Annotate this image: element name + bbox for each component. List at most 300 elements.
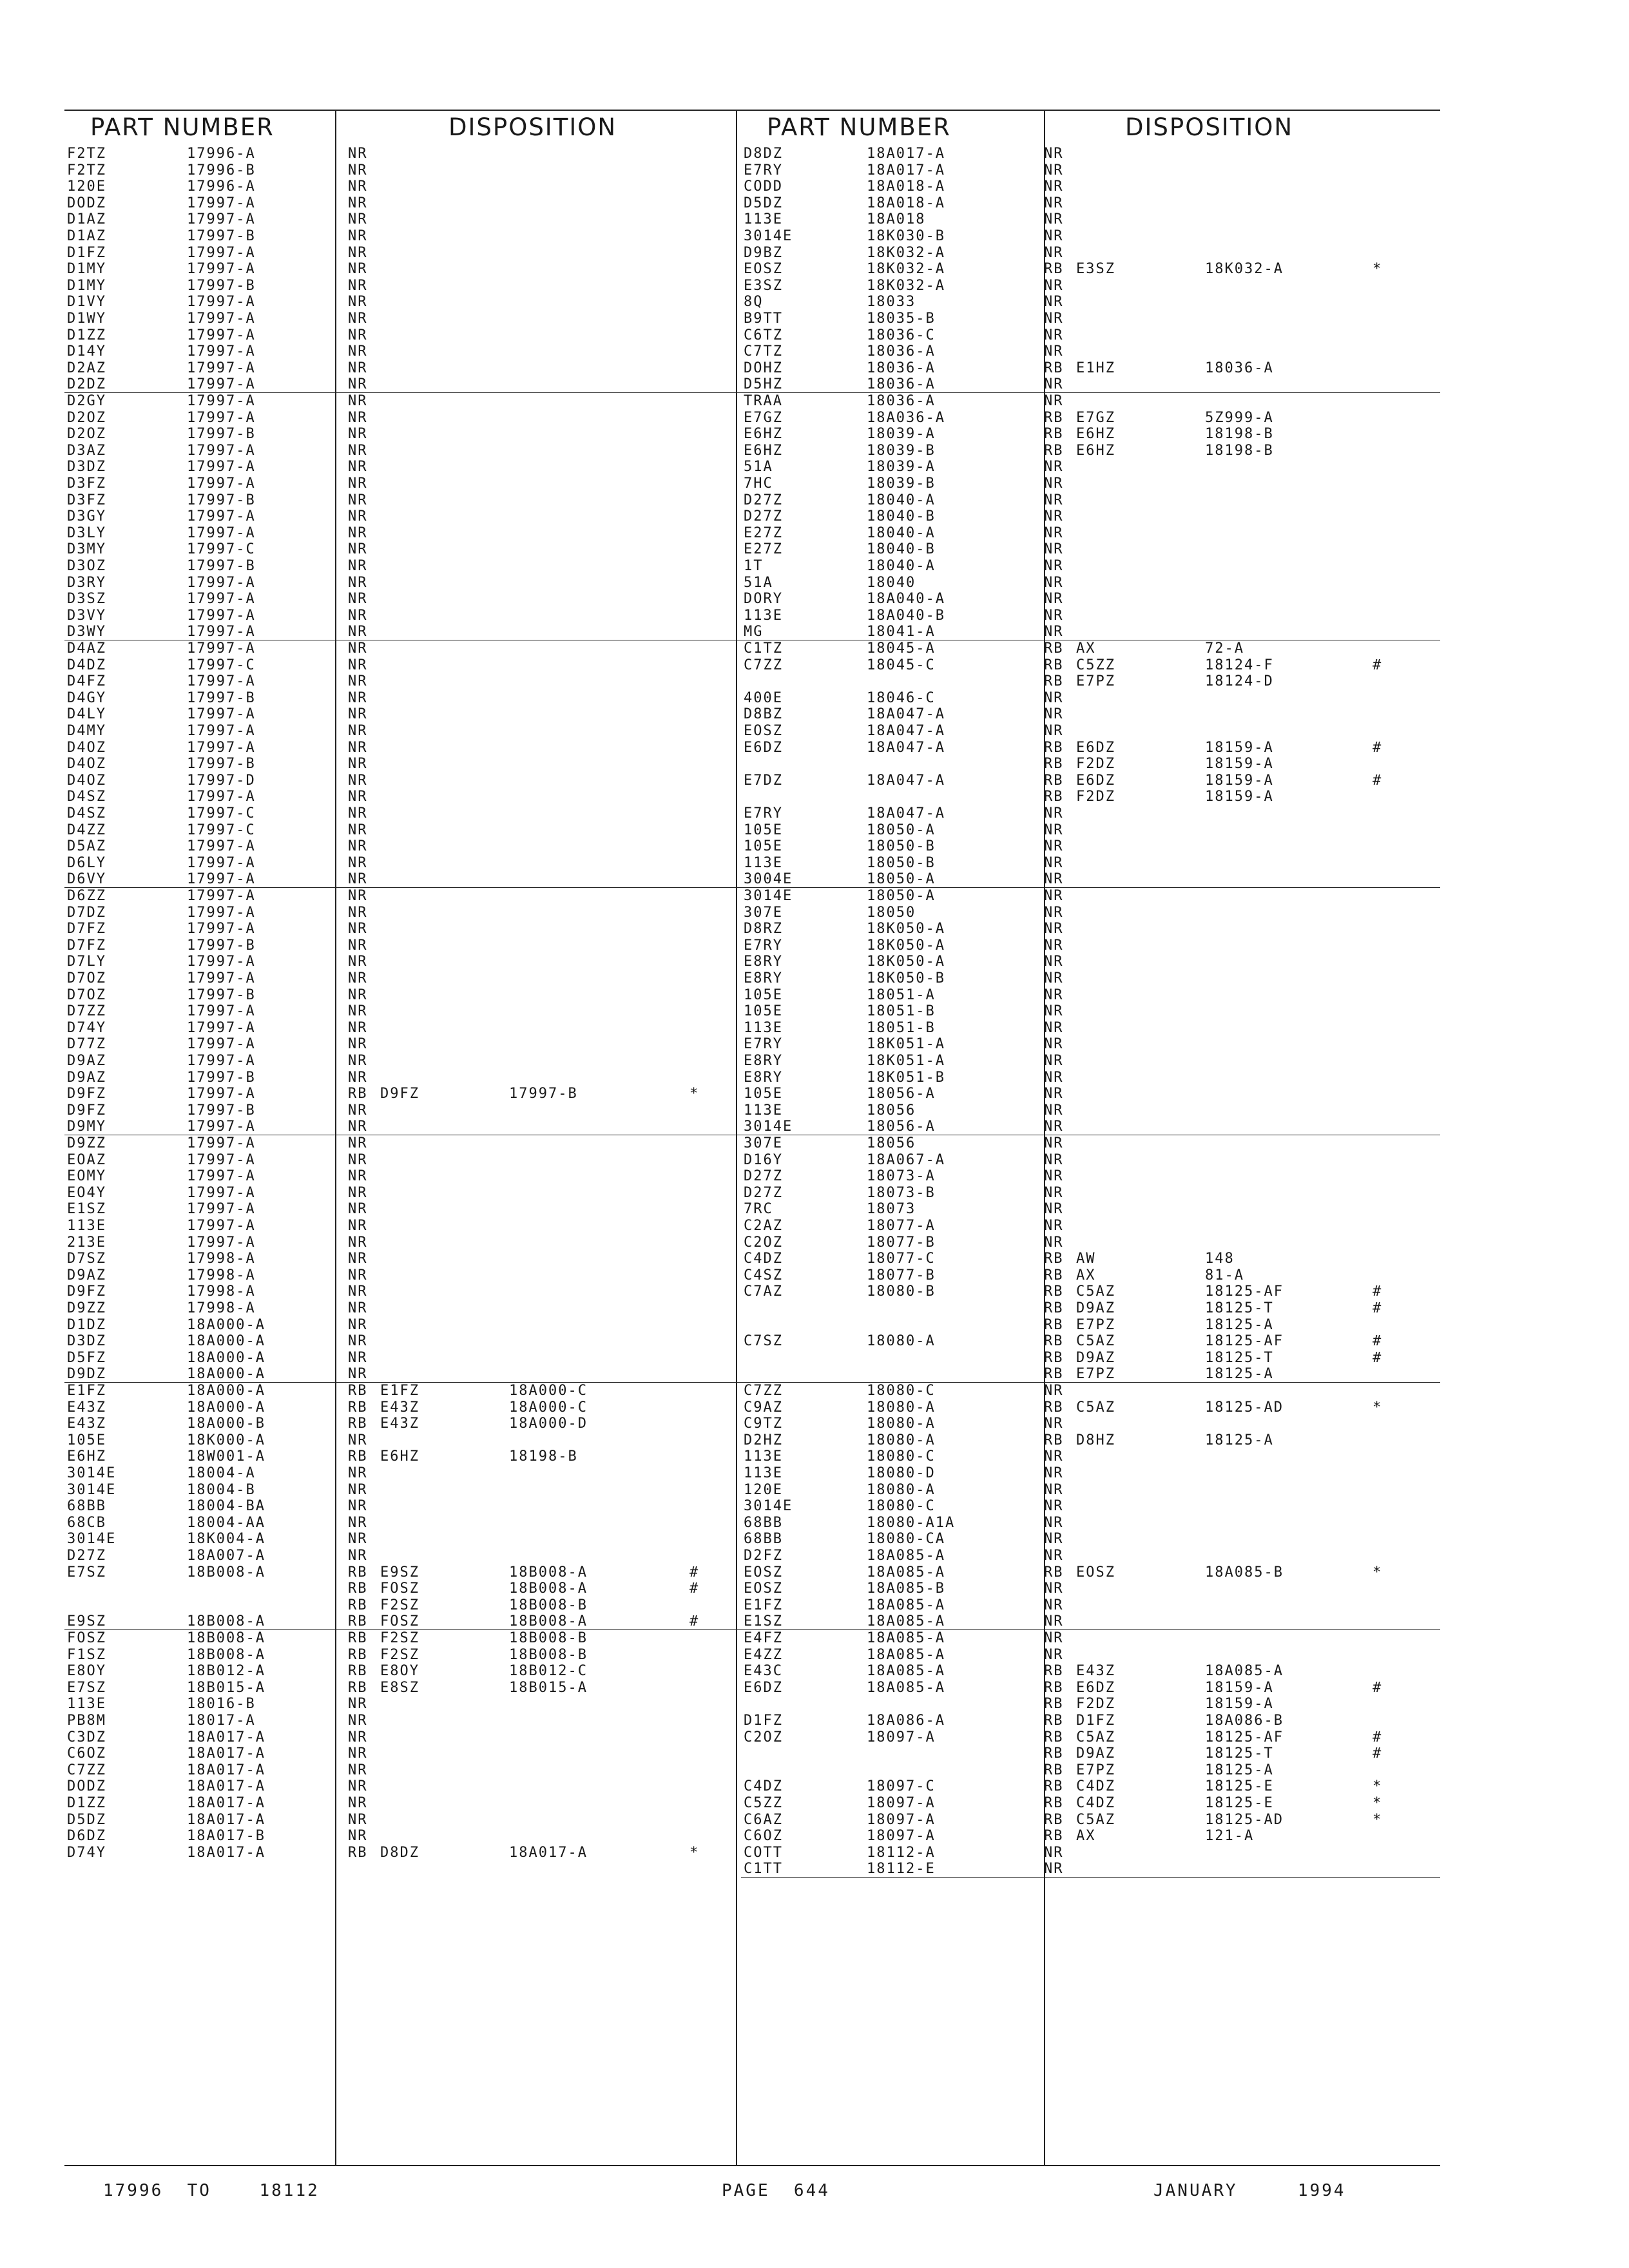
disposition-code: NR [348,1316,368,1333]
part-prefix: D3FZ [67,476,106,492]
disposition-code: RB [1044,1729,1064,1745]
disposition-code: NR [348,1201,368,1218]
part-prefix: D7OZ [67,970,106,986]
table-row [741,327,1440,343]
table-row [64,673,764,689]
replacement-base: 18B008-A [509,1564,588,1581]
disposition-code: NR [348,1119,368,1135]
disposition-code: NR [348,888,368,904]
table-row [64,245,764,261]
table-row [64,937,764,954]
disposition-code: NR [1044,1168,1064,1185]
disposition-code: NR [348,343,368,360]
part-base: 17997-B [187,756,256,773]
disposition-code: NR [1044,211,1064,228]
replacement-base: 121-A [1205,1828,1255,1845]
replacement-base: 18159-A [1205,789,1274,805]
part-prefix: PB8M [67,1713,106,1729]
table-row [64,1745,764,1762]
part-prefix: D9AZ [67,1267,106,1283]
note-mark: # [1373,1333,1383,1350]
part-base: 18B008-A [187,1613,265,1630]
part-prefix: E1SZ [67,1201,106,1218]
part-base: 17997-A [187,294,256,311]
disposition-code: NR [348,1481,368,1498]
disposition-code: NR [1044,146,1064,162]
replacement-base: 18B012-C [509,1663,588,1680]
part-prefix: D7FZ [67,937,106,954]
part-base: 17997-A [187,343,256,360]
part-base: 18040-A [867,524,936,541]
part-prefix: C2AZ [744,1218,783,1234]
note-mark: # [689,1613,700,1630]
table-row [64,327,764,343]
table-row [64,1729,764,1745]
part-base: 18A000-A [187,1349,265,1366]
note-mark: # [1373,1729,1383,1745]
replacement-base: 18B008-A [509,1613,588,1630]
disposition-header: DISPOSITION [448,113,617,141]
table-row [741,1845,1440,1861]
table-row [64,1663,764,1679]
part-base: 18A047-A [867,739,945,756]
disposition-code: NR [1044,904,1064,921]
table-row [741,1828,1440,1844]
replacement-base: 18159-A [1205,772,1274,789]
table-row [64,228,764,244]
table-row [741,1416,1440,1432]
table-row [64,1465,764,1481]
table-row [741,178,1440,195]
part-base: 18040-A [867,492,936,508]
part-base: 18080-A [867,1399,936,1416]
replacement-prefix: AW [1076,1251,1096,1267]
part-prefix: D16Y [744,1151,783,1168]
table-row [741,1531,1440,1547]
part-prefix: D9MY [67,1119,106,1135]
part-prefix: F2TZ [67,162,106,178]
disposition-code: NR [348,1366,368,1383]
part-base: 17997-A [187,789,256,805]
note-mark: # [689,1581,700,1597]
part-prefix: 3004E [744,871,793,888]
table-row [64,1581,764,1597]
part-prefix: 113E [744,1448,783,1465]
disposition-code: NR [348,1184,368,1201]
table-row [64,1383,764,1399]
part-base: 18051-B [867,1019,936,1036]
table-row [741,1283,1440,1300]
replacement-base: 18B015-A [509,1679,588,1696]
part-prefix: D74Y [67,1019,106,1036]
part-base: 17997-A [187,1036,256,1053]
disposition-code: RB [1044,1349,1064,1366]
disposition-code: RB [1044,409,1064,426]
table-row [741,558,1440,574]
table-row [741,1515,1440,1531]
table-row [741,1795,1440,1811]
table-row [741,640,1440,657]
disposition-code: NR [1044,476,1064,492]
disposition-code: RB [1044,1564,1064,1581]
part-base: 18A085-A [867,1646,945,1663]
part-base: 18A017-A [187,1762,265,1778]
disposition-code: NR [1044,1597,1064,1613]
replacement-prefix: C5AZ [1076,1333,1115,1350]
disposition-code: NR [348,1151,368,1168]
part-prefix: F2TZ [67,146,106,162]
part-prefix: E9SZ [67,1613,106,1630]
disposition-code: NR [1044,376,1064,393]
part-base: 17997-A [187,854,256,871]
table-row [741,575,1440,591]
part-prefix: D1DZ [67,1316,106,1333]
part-base: 18004-AA [187,1514,265,1531]
replacement-base: 18A085-A [1205,1663,1284,1680]
part-base: 17997-A [187,261,256,278]
part-prefix: 51A [744,459,773,476]
disposition-code: NR [1044,524,1064,541]
part-base: 18050-B [867,838,936,855]
part-base: 18K051-A [867,1053,945,1069]
part-prefix: E1FZ [67,1383,106,1399]
part-prefix: C2OZ [744,1729,783,1745]
table-row [64,723,764,739]
part-base: 17997-A [187,739,256,756]
part-base: 18A085-A [867,1564,945,1581]
disposition-code: RB [348,1581,368,1597]
replacement-prefix: C5AZ [1076,1729,1115,1745]
table-row [64,1713,764,1729]
note-mark: # [1373,772,1383,789]
part-base: 18041-A [867,624,936,640]
table-row [741,443,1440,459]
part-prefix: D5DZ [744,195,783,211]
disposition-code: NR [348,1745,368,1762]
part-base: 17997-A [187,459,256,476]
replacement-base: 18125-A [1205,1432,1274,1448]
table-row [64,1778,764,1794]
table-row [64,1531,764,1547]
table-row [64,211,764,227]
disposition-code: RB [1044,657,1064,673]
replacement-base: 18125-E [1205,1778,1274,1795]
disposition-code: NR [1044,277,1064,294]
part-prefix: E7RY [744,1036,783,1053]
table-row [64,1597,764,1613]
part-base: 17998-A [187,1267,256,1283]
table-row [64,1102,764,1119]
part-prefix: C6OZ [744,1828,783,1845]
part-prefix: D3MY [67,541,106,558]
part-prefix: 68BB [744,1514,783,1531]
table-row [64,393,764,409]
note-mark: * [1373,1399,1383,1416]
part-base: 17997-A [187,607,256,624]
table-row [741,525,1440,541]
part-base: 18017-A [187,1713,256,1729]
disposition-code: RB [1044,673,1064,690]
part-prefix: D1AZ [67,211,106,228]
replacement-base: 18125-AF [1205,1283,1284,1300]
part-base: 17996-A [187,146,256,162]
part-base: 18040 [867,574,916,591]
table-row [64,1812,764,1828]
table-row [741,1003,1440,1019]
disposition-code: RB [1044,1795,1064,1811]
note-mark: # [1373,1283,1383,1300]
part-prefix: B9TT [744,311,783,327]
disposition-code: RB [1044,360,1064,376]
part-prefix: D3OZ [67,558,106,574]
table-row [64,1003,764,1019]
disposition-code: NR [1044,723,1064,739]
table-row [64,1119,764,1135]
part-prefix: C9TZ [744,1416,783,1432]
part-prefix: D9AZ [67,1069,106,1086]
part-prefix: D27Z [744,492,783,508]
part-prefix: D4LY [67,706,106,723]
disposition-code: NR [1044,1184,1064,1201]
part-prefix: E4FZ [744,1630,783,1646]
part-base: 17997-C [187,541,256,558]
disposition-code: NR [348,1102,368,1119]
table-row [741,1399,1440,1416]
table-row [64,805,764,822]
part-prefix: E1SZ [744,1613,783,1630]
part-prefix: D14Y [67,343,106,360]
disposition-code: NR [348,838,368,855]
part-prefix: D4SZ [67,789,106,805]
disposition-code: RB [1044,1679,1064,1696]
note-mark: * [1373,1564,1383,1581]
replacement-prefix: D9AZ [1076,1745,1115,1762]
table-row [64,443,764,459]
table-row [64,1036,764,1052]
disposition-code: NR [1044,1514,1064,1531]
part-base: 18051-A [867,986,936,1003]
part-base: 18A085-A [867,1548,945,1564]
part-prefix: EOSZ [744,1581,783,1597]
part-base: 18A047-A [867,805,945,822]
disposition-code: NR [348,1053,368,1069]
part-prefix: D9FZ [67,1283,106,1300]
part-base: 18A000-A [187,1383,265,1399]
table-row [741,970,1440,986]
part-prefix: E27Z [744,524,783,541]
part-base: 17997-B [187,1102,256,1119]
disposition-code: NR [348,1729,368,1745]
part-base: 17997-B [187,1069,256,1086]
disposition-code: NR [348,673,368,690]
part-base: 18K050-A [867,937,945,954]
part-prefix: D2OZ [67,426,106,443]
table-row [741,245,1440,261]
disposition-code: NR [348,772,368,789]
table-row [741,1861,1440,1878]
table-row [741,624,1440,640]
table-row [64,608,764,624]
disposition-code: NR [1044,970,1064,986]
replacement-prefix: C5AZ [1076,1283,1115,1300]
disposition-code: NR [348,261,368,278]
disposition-code: NR [348,689,368,706]
table-row [741,937,1440,954]
disposition-code: NR [348,146,368,162]
disposition-code: NR [1044,1548,1064,1564]
part-prefix: D2GY [67,393,106,409]
disposition-code: NR [348,409,368,426]
disposition-code: NR [348,805,368,822]
disposition-code: RB [348,1663,368,1680]
table-row [741,1597,1440,1613]
replacement-prefix: F2DZ [1076,756,1115,773]
part-prefix: E3SZ [744,277,783,294]
disposition-code: NR [348,904,368,921]
part-prefix: D1MY [67,261,106,278]
replacement-base: 18198-B [509,1448,578,1465]
part-prefix: E7SZ [67,1564,106,1581]
disposition-code: NR [348,1019,368,1036]
part-prefix: E8OY [67,1663,106,1680]
disposition-code: RB [348,1679,368,1696]
disposition-code: NR [1044,1498,1064,1515]
part-base: 18A018 [867,211,926,228]
disposition-code: NR [1044,195,1064,211]
part-prefix: D74Y [67,1844,106,1861]
table-row [741,1333,1440,1349]
replacement-base: 18A085-B [1205,1564,1284,1581]
disposition-code: NR [1044,1119,1064,1135]
replacement-prefix: E6HZ [1076,442,1115,459]
replacement-base: 18A086-B [1205,1713,1284,1729]
disposition-code: NR [348,574,368,591]
disposition-code: NR [1044,838,1064,855]
part-prefix: 105E [744,822,783,838]
table-row [741,987,1440,1003]
part-base: 18K030-B [867,228,945,244]
disposition-code: NR [1044,937,1064,954]
part-prefix: 7HC [744,476,773,492]
disposition-code: NR [348,376,368,393]
table-row [64,541,764,557]
part-prefix: 113E [744,1465,783,1481]
disposition-code: RB [348,1613,368,1630]
table-row [741,410,1440,426]
replacement-prefix: E6DZ [1076,772,1115,789]
table-row [64,426,764,442]
part-base: 17997-A [187,970,256,986]
part-prefix: C4SZ [744,1267,783,1283]
part-prefix: D7ZZ [67,1003,106,1020]
table-row [741,1251,1440,1267]
table-row [64,1168,764,1184]
table-row [64,905,764,921]
disposition-code: NR [348,178,368,195]
note-mark: # [1373,1349,1383,1366]
disposition-code: RB [1044,756,1064,773]
disposition-code: NR [1044,591,1064,608]
part-prefix: EOSZ [744,723,783,739]
disposition-code: NR [1044,1861,1064,1878]
disposition-code: RB [348,1416,368,1432]
replacement-base: 18124-D [1205,673,1274,690]
part-base: 17997-A [187,624,256,640]
table-row [741,855,1440,871]
part-base: 18112-E [867,1861,936,1878]
part-base: 18B008-A [187,1564,265,1581]
table-row [741,261,1440,277]
table-row [64,360,764,376]
bottom-rule [741,2165,1440,2166]
part-base: 17997-C [187,657,256,673]
part-prefix: E8RY [744,954,783,970]
part-base: 17997-B [187,986,256,1003]
part-prefix: D1AZ [67,228,106,244]
part-base: 18077-B [867,1267,936,1283]
disposition-code: NR [348,591,368,608]
disposition-code: NR [1044,1581,1064,1597]
part-prefix: C2OZ [744,1234,783,1251]
disposition-code: NR [1044,1531,1064,1548]
part-base: 18077-B [867,1234,936,1251]
part-base: 17997-B [187,426,256,443]
part-prefix: 3014E [67,1465,117,1481]
replacement-base: 18B008-A [509,1581,588,1597]
disposition-code: NR [1044,689,1064,706]
part-prefix: E27Z [744,541,783,558]
replacement-base: 81-A [1205,1267,1244,1283]
part-base: 17997-A [187,1234,256,1251]
part-prefix: D3RY [67,574,106,591]
part-prefix: 307E [744,904,783,921]
part-prefix: E6HZ [744,442,783,459]
replacement-prefix: AX [1076,640,1096,657]
part-prefix: C4DZ [744,1778,783,1795]
part-prefix: D2DZ [67,376,106,393]
disposition-code: NR [1044,607,1064,624]
table-row [741,690,1440,706]
note-mark: * [1373,1778,1383,1795]
table-row [64,376,764,393]
disposition-code: RB [1044,1316,1064,1333]
part-prefix: TRAA [744,393,783,409]
part-prefix: E7RY [744,805,783,822]
part-prefix: C6TZ [744,327,783,343]
part-base: 17997-A [187,311,256,327]
part-base: 18A085-A [867,1613,945,1630]
part-base: 17997-A [187,871,256,888]
table-row [741,1762,1440,1778]
table-row [64,459,764,475]
part-prefix: D9DZ [67,1366,106,1383]
page-range: 17996 TO 18112 [103,2181,320,2200]
part-prefix: D9ZZ [67,1300,106,1316]
disposition-header: DISPOSITION [1125,113,1294,141]
part-base: 18039-B [867,442,936,459]
table-row [741,1581,1440,1597]
replacement-prefix: E6DZ [1076,1679,1115,1696]
part-base: 17997-B [187,558,256,574]
table-row [64,789,764,805]
part-prefix: D5DZ [67,1811,106,1828]
table-row [64,1152,764,1168]
part-base: 18097-A [867,1811,936,1828]
replacement-prefix: AX [1076,1267,1096,1283]
table-row [741,1366,1440,1383]
table-row [64,954,764,970]
part-prefix: D7DZ [67,904,106,921]
